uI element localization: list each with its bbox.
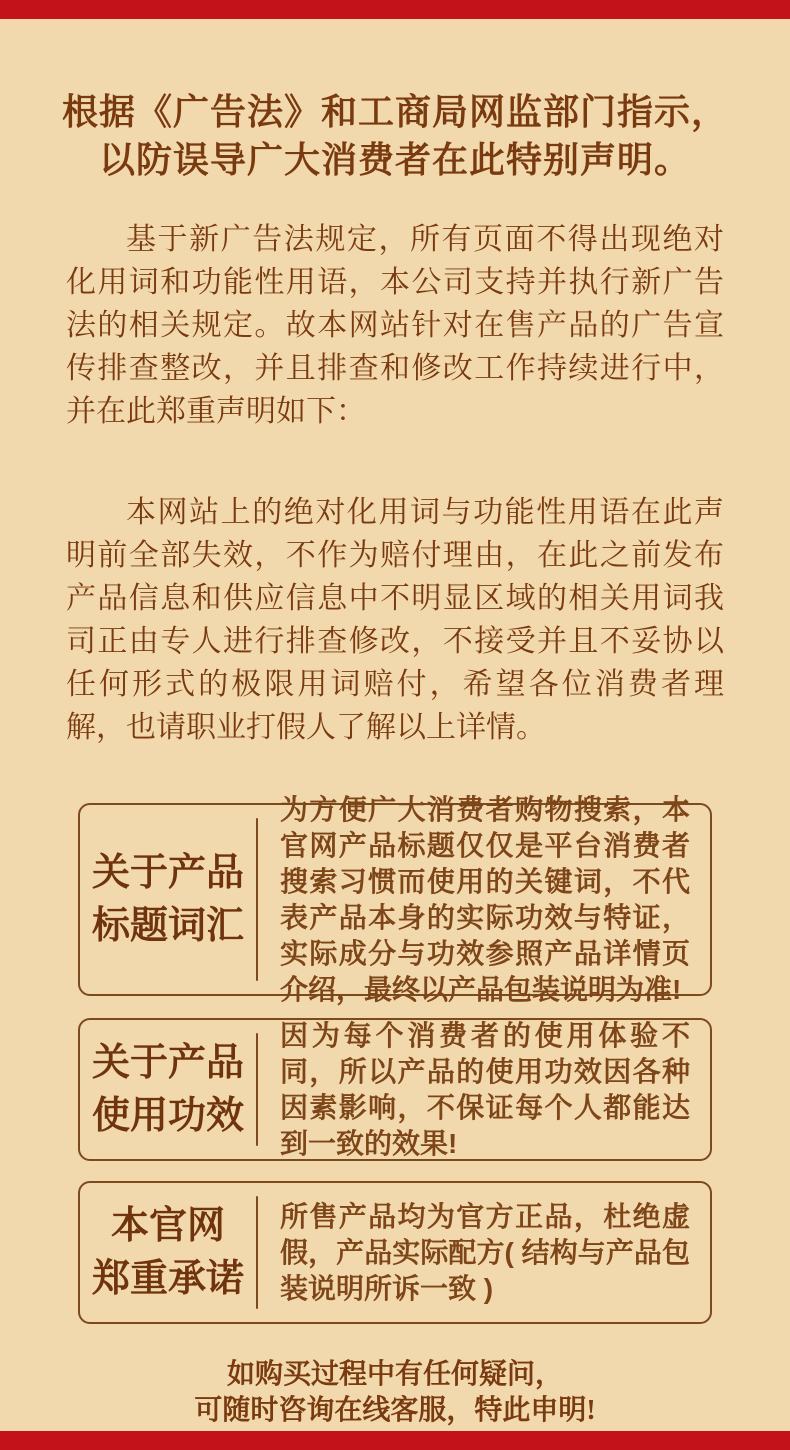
box-title-line-1: 关于产品 [91, 1041, 244, 1084]
box-title [80, 1020, 256, 1159]
box-title-line-1: 关于产品 [91, 851, 244, 894]
page-title-line-1: 根据《广告法》和工商局网监部门指示， [61, 92, 728, 132]
box-body-text: 因为每个消费者的使用体验不同，所以产品的使用功效因各种因素影响，不保证每个人都能达到一致的效果! [280, 1019, 690, 1159]
box-title [80, 1183, 256, 1322]
box-product-title-keywords [78, 793, 712, 1005]
box-body-text: 所售产品均为官方正品，杜绝虚假，产品实际配方( 结构与产品包装说明所诉一致 ) [280, 1200, 690, 1304]
box-product-usage-efficacy [78, 1018, 712, 1161]
box-title-line-2: 标题词汇 [91, 904, 244, 947]
top-red-bar [0, 0, 790, 19]
declaration-paragraph-1: 基于新广告法规定，所有页面不得出现绝对化用词和功能性用语，本公司支持并执行新广告法的相关规定。故本网站针对在售产品的广告宣传排查整改，并且排查和修改工作持续进行中，并在此郑重声明如下： [66, 223, 724, 428]
footer-line-1: 如购买过程中有任何疑问， [226, 1359, 563, 1390]
box-title-line-2: 使用功效 [91, 1094, 244, 1137]
box-official-promise [78, 1181, 712, 1324]
declaration-paragraph-2: 本网站上的绝对化用词与功能性用语在此声明前全部失效，不作为赔付理由，在此之前发布产品信息和供应信息中不明显区域的相关用词我司正由专人进行排查修改，不接受并且不妥协以任何形式的极限用词赔付，希望各位消费者理解，也请职业打假人了解以上详情。 [66, 496, 724, 744]
box-title [80, 805, 256, 994]
box-title-line-1: 本官网 [110, 1204, 225, 1247]
page-title [40, 88, 750, 184]
footer-note [0, 1357, 790, 1429]
bottom-red-bar [0, 1431, 790, 1450]
box-title-line-2: 郑重承诺 [91, 1257, 244, 1300]
box-body-text: 为方便广大消费者购物搜索，本官网产品标题仅仅是平台消费者搜索习惯而使用的关键词，不代表产品本身的实际功效与特证，实际成分与功效参照产品详情页介绍，最终以产品包装说明为准! [280, 793, 690, 1005]
footer-line-2: 可随时咨询在线客服，特此申明! [194, 1395, 596, 1426]
page-title-line-2: 以防误导广大消费者在此特别声明。 [98, 140, 691, 180]
